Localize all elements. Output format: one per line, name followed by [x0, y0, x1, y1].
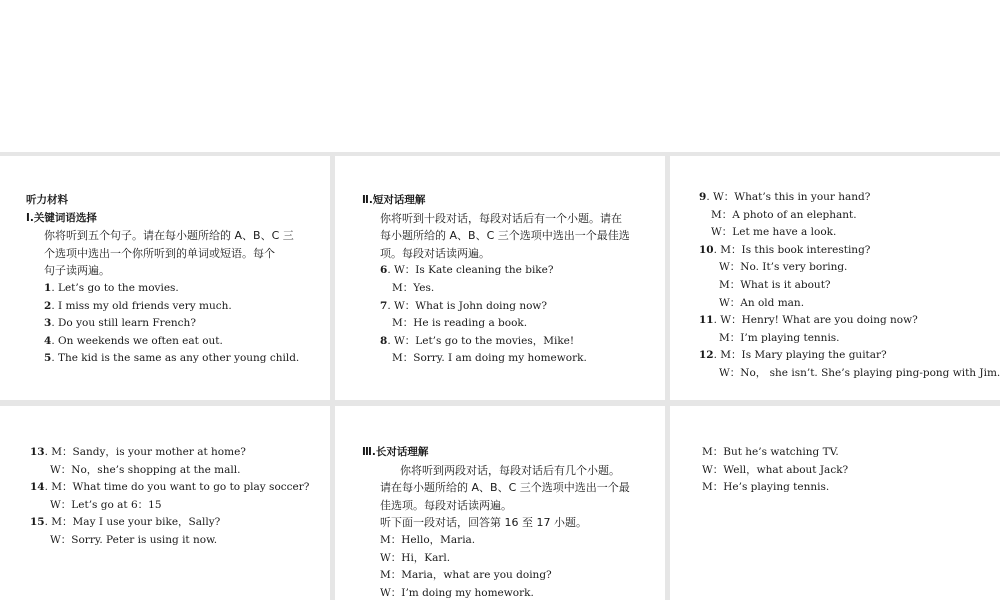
- panel-listening-part2-continued: [670, 156, 1000, 400]
- instruction-line: 项。每段对话读两遍。: [380, 246, 490, 260]
- dialogue-line: W：No. It’s very boring.: [719, 261, 848, 274]
- dialogue-line: M：Maria，what are you doing?: [380, 569, 552, 582]
- dialogue-line: W：Sorry. Peter is using it now.: [50, 533, 218, 546]
- dialogue-line: M：Yes.: [392, 281, 435, 294]
- instruction-line: 你将听到两段对话，每段对话后有几个小题。: [400, 463, 620, 477]
- dialogue-line: 13. M：Sandy，is your mother at home?: [30, 446, 246, 458]
- panel-listening-part2: [335, 156, 665, 400]
- dialogue-line: M：A photo of an elephant.: [711, 208, 857, 221]
- section-heading-3: Ⅲ.长对话理解: [362, 446, 429, 458]
- panel-listening-part3-continued: [670, 406, 1000, 600]
- dialogue-line: 14. M：What time do you want to go to play soccer?: [30, 481, 310, 494]
- dialogue-line: W：Well，what about Jack?: [702, 463, 849, 476]
- dialogue-line: M：Sorry. I am doing my homework.: [392, 352, 587, 365]
- sentence-item: 3. Do you still learn French?: [44, 317, 196, 330]
- panel-listening-part1: [0, 156, 330, 400]
- dialogue-line: W：No， she isn’t. She’s playing ping-pong with Jim.: [719, 366, 1000, 379]
- sentence-item: 4. On weekends we often eat out.: [44, 334, 223, 347]
- instruction-line: 佳选项。每段对话读两遍。: [380, 498, 512, 512]
- dialogue-line: M：What is it about?: [719, 278, 831, 291]
- sentence-item: 5. The kid is the same as any other young child.: [44, 352, 300, 365]
- instruction-line: 请在每小题所给的 A、B、C 三个选项中选出一个最: [380, 481, 630, 495]
- instruction-line: 你将听到十段对话，每段对话后有一个小题。请在: [380, 211, 622, 225]
- instruction-line: 每小题所给的 A、B、C 三个选项中选出一个最佳选: [380, 229, 630, 243]
- dialogue-line: M：But he’s watching TV.: [702, 446, 839, 458]
- dialogue-line: W：Let’s go at 6：15: [50, 498, 162, 511]
- dialogue-line: 8. W：Let’s go to the movies，Mike!: [380, 334, 575, 347]
- dialogue-line: M：He is reading a book.: [392, 317, 528, 330]
- sentence-item: 1. Let’s go to the movies.: [44, 281, 179, 294]
- dialogue-line: 7. W：What is John doing now?: [380, 299, 548, 312]
- material-title: 听力材料: [26, 194, 68, 206]
- dialogue-line: W：An old man.: [719, 296, 805, 309]
- dialogue-line: W：Let me have a look.: [711, 226, 837, 239]
- panel-listening-part3: [335, 406, 665, 600]
- section-heading-1: Ⅰ.关键词语选择: [26, 211, 97, 224]
- dialogue-line: 10. M：Is this book interesting?: [699, 243, 871, 256]
- dialogue-line: W：I’m doing my homework.: [380, 586, 534, 599]
- dialogue-line: 9. W：What’s this in your hand?: [699, 191, 871, 203]
- dialogue-line: W：Hi，Karl.: [380, 551, 451, 564]
- dialogue-line: 12. M：Is Mary playing the guitar?: [699, 349, 887, 362]
- dialogue-line: M：He’s playing tennis.: [702, 481, 830, 494]
- dialogue-line: M：I’m playing tennis.: [719, 331, 840, 344]
- sentence-item: 2. I miss my old friends very much.: [44, 299, 232, 312]
- dialogue-line: 11. W：Henry! What are you doing now?: [699, 314, 918, 327]
- dialogue-line: W：No，she’s shopping at the mall.: [50, 463, 241, 476]
- instruction-line: 听下面一段对话，回答第 16 至 17 小题。: [380, 516, 587, 530]
- instruction-line: 个选项中选出一个你所听到的单词或短语。每个: [44, 246, 275, 260]
- dialogue-line: M：Hello，Maria.: [380, 533, 476, 546]
- dialogue-line: 6. W：Is Kate cleaning the bike?: [380, 264, 554, 277]
- instruction-line: 你将听到五个句子。请在每小题所给的 A、B、C 三: [44, 229, 294, 243]
- panel-listening-part2-end: [0, 406, 330, 600]
- dialogue-line: 15. M：May I use your bike，Sally?: [30, 516, 221, 529]
- section-heading-2: Ⅱ.短对话理解: [362, 194, 426, 206]
- instruction-line: 句子读两遍。: [44, 264, 110, 278]
